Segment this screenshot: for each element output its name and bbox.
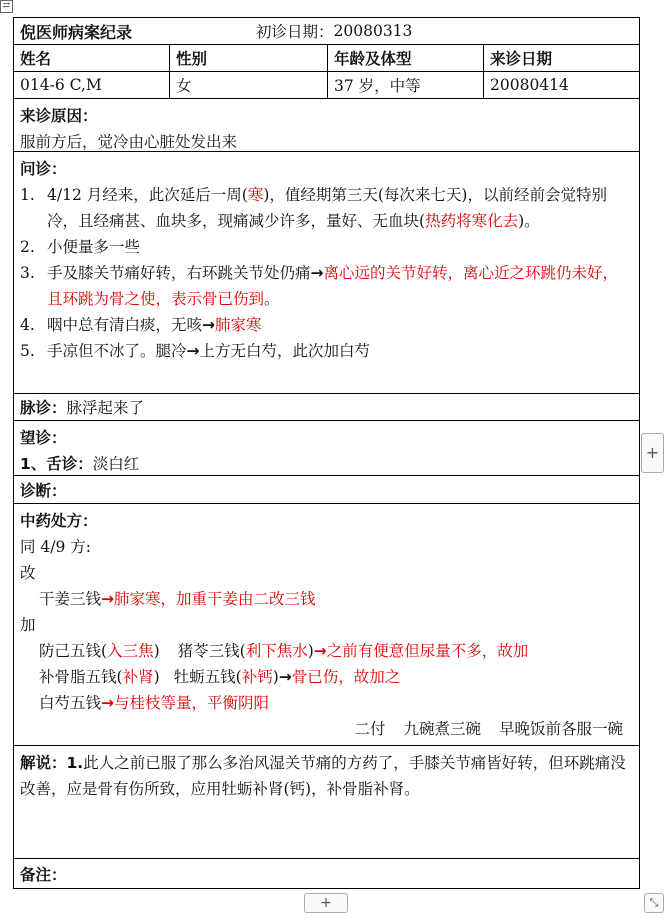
pulse-text: 脉浮起来了	[66, 399, 145, 417]
inquiry-section	[14, 152, 639, 394]
arrow-right-icon: →	[310, 264, 324, 282]
add-row-2: 补骨脂五钱(补肾) 牡蛎五钱(补钙)→骨已伤，故加之	[39, 668, 401, 686]
explanation-text: 此人之前已服了那么多治风湿关节痛的方药了，手膝关节痛皆好转，但环跳痛没改善，应是骨有伤所致，应用牡蛎补肾(钙)，补骨脂补肾。	[20, 754, 626, 798]
patient-visit-date: 20080414	[490, 76, 569, 94]
patient-sex: 女	[170, 72, 328, 98]
patient-info-row	[14, 72, 639, 99]
add-row-1: 防己五钱(入三焦) 猪苓三钱(利下焦水)→之前有便意但尿量不多，故加	[39, 642, 529, 660]
table-move-handle[interactable]: ⇄	[0, 0, 13, 13]
arrow-right-icon: →	[101, 590, 115, 608]
add-column-button[interactable]: +	[641, 433, 664, 473]
list-item: 2. 小便量多一些	[20, 238, 141, 256]
diagnosis-title: 诊断：	[20, 481, 67, 500]
prescription-same-as: 同 4/9 方:	[20, 538, 92, 556]
page-title: 倪医师病案纪录	[20, 22, 133, 42]
inquiry-list	[20, 182, 633, 364]
add-label: 加	[20, 616, 36, 634]
inquiry-title: 问诊：	[20, 160, 67, 178]
add-row-3: 白芍五钱→与桂枝等量，平衡阴阳	[39, 694, 270, 712]
col-header-sex: 性别	[170, 45, 328, 71]
remarks-title: 备注：	[20, 865, 67, 884]
arrow-right-icon: →	[101, 694, 115, 712]
column-header-row	[14, 45, 639, 72]
case-record-table	[13, 17, 640, 889]
remarks-section	[14, 859, 639, 888]
arrow-right-icon: →	[278, 668, 292, 686]
change-item: 干姜三钱→肺家寒，加重干姜由二改三钱	[39, 590, 316, 608]
explanation-title: 解说：	[20, 754, 67, 772]
inspection-section	[14, 421, 639, 476]
col-header-age: 年龄及体型	[328, 45, 484, 71]
pulse-section	[14, 394, 639, 421]
arrow-right-icon: →	[313, 642, 327, 660]
dosage-line: 二付 九碗煮三碗 早晚饭前各服一碗	[354, 720, 623, 738]
tongue-title: 1、舌诊：	[20, 455, 93, 473]
col-header-name: 姓名	[14, 45, 170, 71]
reason-text: 服前方后，觉冷由心脏处发出来	[20, 133, 238, 151]
first-visit-date: 20080313	[333, 22, 413, 40]
arrow-right-icon: →	[202, 316, 216, 334]
reason-section	[14, 99, 639, 152]
resize-handle-icon[interactable]: ⤡	[644, 893, 664, 913]
arrow-right-icon: →	[186, 342, 200, 360]
explanation-section: 解说：1.此人之前已服了那么多治风湿关节痛的方药了，手膝关节痛皆好转，但环跳痛没改善，应是骨有伤所致，应用牡蛎补肾(钙)，补骨脂补肾。	[14, 746, 639, 859]
col-header-visit-date: 来诊日期	[490, 50, 553, 68]
patient-age-build: 37 岁，中等	[328, 72, 484, 98]
reason-title: 来诊原因：	[20, 107, 98, 125]
first-visit-label: 初诊日期：	[256, 23, 334, 41]
tongue-text: 淡白红	[92, 455, 140, 473]
add-row-button[interactable]: +	[304, 893, 348, 913]
list-item: 4. 咽中总有清白痰，无咳→肺家寒	[20, 316, 262, 334]
prescription-section	[14, 504, 639, 746]
list-item: 5. 手凉但不冰了。腿冷→上方无白芍，此次加白芍	[20, 342, 371, 360]
prescription-title: 中药处方：	[20, 512, 98, 530]
inspection-title: 望诊：	[20, 429, 67, 447]
list-item: 1. 4/12 月经来，此次延后一周(寒)，值经期第三天(每次来七天)，以前经前会觉特别冷，且经痛甚、血块多，现痛减少许多，量好、无血块(热药将寒化去)。	[20, 186, 607, 230]
change-label: 改	[20, 564, 36, 582]
pulse-title: 脉诊：	[20, 399, 67, 417]
diagnosis-section	[14, 476, 639, 504]
list-item: 3. 手及膝关节痛好转，右环跳关节处仍痛→离心远的关节好转，离心近之环跳仍未好，且环跳为骨之使，表示骨已伤到。	[20, 264, 619, 308]
patient-name: 014-6 C,M	[14, 72, 170, 98]
header-row	[14, 18, 639, 45]
